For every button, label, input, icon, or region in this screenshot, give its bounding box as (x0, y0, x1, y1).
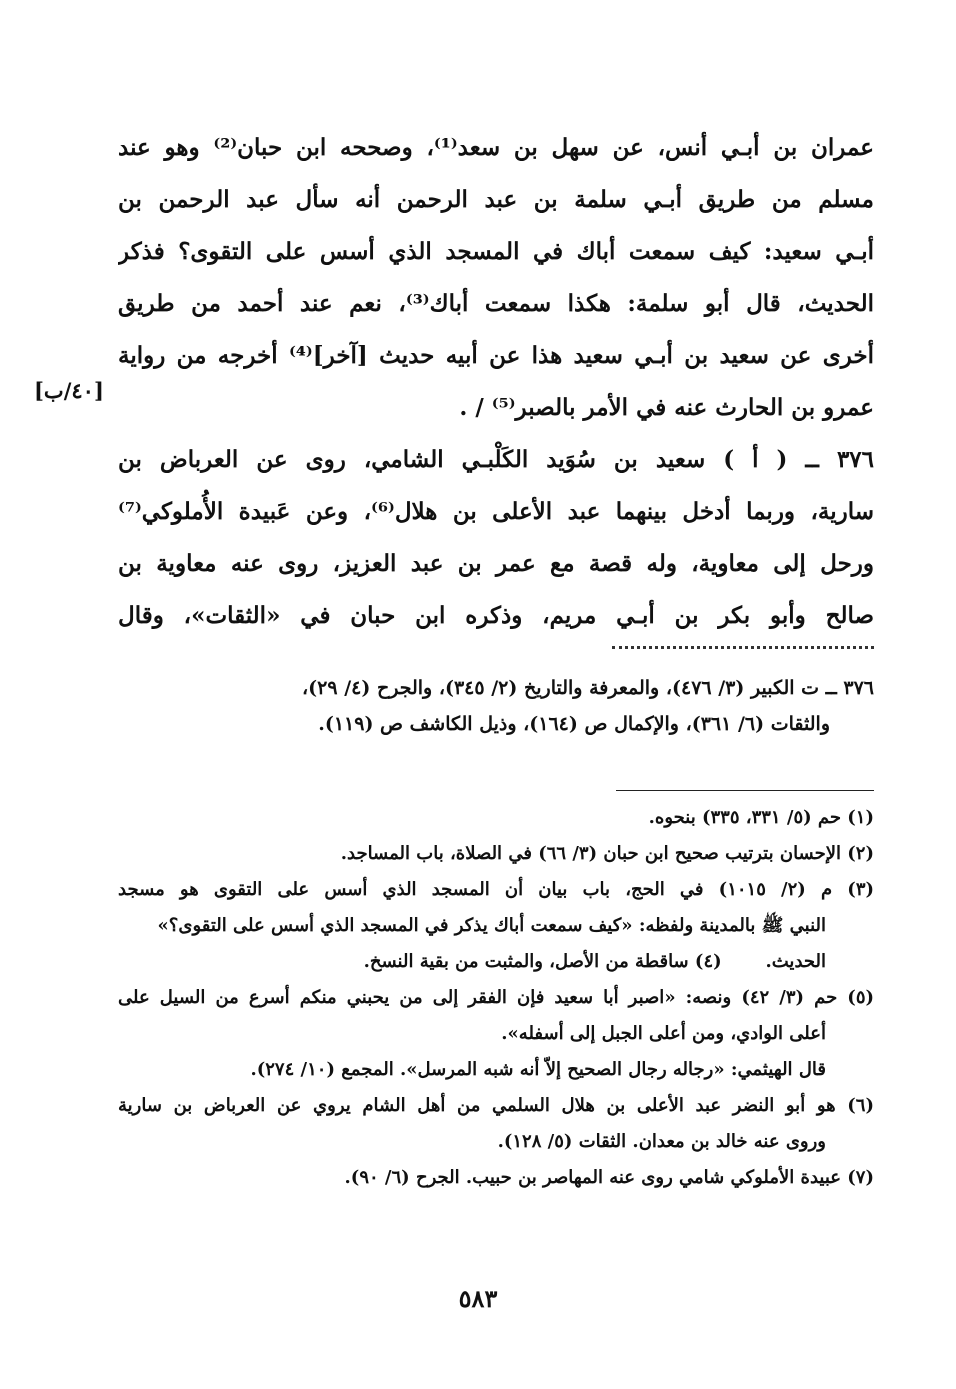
manuscript-folio-marker: [٤٠/ب] (34, 378, 104, 403)
footnote-line: قال الهيثمي: «رجاله رجال الصحيح إلاّ أنه شبه المرسل». المجمع (١٠/ ٢٧٤). (250, 1059, 826, 1080)
main-text-line: سارية، وربما أدخل بينهما عبد الأعلى بن هلال⁽⁶⁾، وعن عَبيدة الأُملوكي⁽⁷⁾ (118, 498, 874, 525)
main-text-line: مسلم من طريق أبـي سلمة بن عبد الرحمن أنه سأل عبد الرحمن بن (118, 186, 874, 213)
source-line: والثقات (٦/ ٣٦١)، والإكمال ص (١٦٤)، وذيل الكاشف ص (١١٩). (318, 713, 830, 735)
source-line: ٣٧٦ ــ ت الكبير (٣/ ٤٧٦)، والمعرفة والتاريخ (٢/ ٣٤٥)، والجرح (٤/ ٢٩)، (302, 677, 874, 699)
footnote-line: النبي ﷺ بالمدينة ولفظه: «كيف سمعت أباك يذكر في المسجد الذي أسس على التقوى؟» (157, 915, 826, 936)
footnote-line: الحديث. (٤) ساقطة من الأصل، والمثبت من بقية النسخ. (363, 951, 826, 972)
entry-heading-line: ٣٧٦ ــ ( أ ) سعيد بن سُوَيد الكَلْبـي الشامي، روى عن العرباض بن (118, 446, 874, 473)
main-text-line: عمران بن أبـي أنس، عن سهل بن سعد⁽¹⁾، وصححه ابن حبان⁽²⁾ وهو عند (118, 134, 874, 161)
main-text-line: الحديث، قال أبو سلمة: هكذا سمعت أباك⁽³⁾، نعم عند أحمد من طريق (118, 290, 874, 317)
main-text-line: أخرى عن سعيد بن أبـي سعيد هذا عن أبيه حديث [آخر]⁽⁴⁾ أخرجه من رواية (118, 342, 874, 369)
footnote-line: (١) حم (٥/ ٣٣١، ٣٣٥) بنحوه. (648, 807, 874, 828)
main-text (118, 122, 874, 642)
footnote-rule (616, 790, 874, 791)
main-text-line: عمرو بن الحارث عنه في الأمر بالصبر⁽⁵⁾ / . (459, 394, 874, 421)
entry-sources (118, 670, 874, 742)
main-text-line: ورحل إلى معاوية، وله قصة مع عمر بن عبد العزيز، روى عنه معاوية بن (118, 550, 874, 577)
footnote-line: وروى عنه خالد بن معدان. الثقات (٥/ ١٢٨). (497, 1131, 826, 1152)
footnote-line: (٧) عبيدة الأملوكي شامي روى عنه المهاصر بن حبيب. الجرح (٦/ ٩٠). (344, 1167, 874, 1188)
main-text-line: صالح وأبو بكر بن أبـي مريم، وذكره ابن حبان في «الثقات»، وقال (118, 602, 874, 629)
footnote-line: (٣) م (٢/ ١٠١٥) في الحج، باب بيان أن المسجد الذي أسس على التقوى هو مسجد (118, 879, 874, 900)
footnote-line: (٢) الإحسان بترتيب صحيح ابن حبان (٣/ ٦٦) في الصلاة، باب المساجد. (340, 843, 874, 864)
page-number: ٥٨٣ (458, 1284, 498, 1313)
footnote-line: (٦) هو أبو النضر عبد الأعلى بن هلال السلمي من أهل الشام يروي عن العرباض بن سارية (118, 1095, 874, 1116)
footnote-line: (٥) حم (٣/ ٤٢) ونصه: «اصبر أبا سعيد فإن الفقر إلى من يحبني منكم أسرع من السيل على (118, 987, 874, 1008)
footnote-line: أعلى الوادي، ومن أعلى الجبل إلى أسفله». (501, 1023, 826, 1044)
dotted-separator (612, 646, 874, 649)
main-text-line: أبـي سعيد: كيف سمعت أباك في المسجد الذي أسس على التقوى؟ فذكر (118, 238, 874, 265)
footnotes (118, 800, 874, 1196)
